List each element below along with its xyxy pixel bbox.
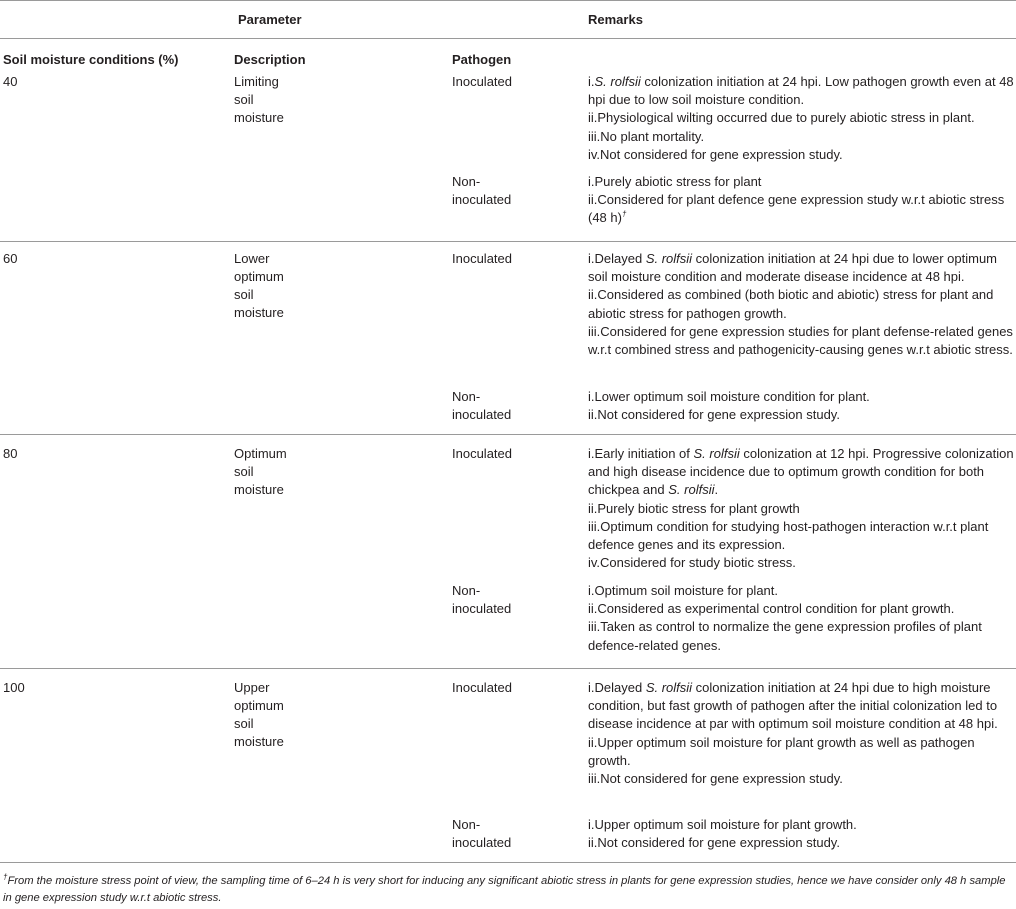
footnote-mark: †: [3, 872, 8, 882]
header-pathogen: Pathogen: [452, 52, 512, 67]
header-description: Description: [234, 52, 306, 67]
remark-text: i.Upper optimum soil moisture for plant growth.: [588, 817, 857, 832]
header-rule: [0, 38, 1016, 39]
remark-text: i.Delayed: [588, 251, 646, 266]
table-footnote: [3, 873, 1015, 907]
remark-text: i.Purely abiotic stress for plant: [588, 174, 762, 189]
header-soil-moisture: Soil moisture conditions (%): [3, 52, 179, 67]
remarks-inoculated: [588, 73, 1014, 164]
moisture-value: 100: [3, 680, 25, 695]
remark-text: ii.Not considered for gene expression study.: [588, 407, 840, 423]
remarks-inoculated: [588, 250, 1014, 359]
row-divider: [0, 668, 1016, 669]
remark-text: iii.Optimum condition for studying host-pathogen interaction w.r.t plant defence genes and its expression.: [588, 518, 989, 553]
remark-text: i.: [588, 74, 595, 89]
remark-text: colonization initiation at 24 hpi due to high moisture condition, but fast growth of pathogen after the initial colonization led to disease incidence at par with optimum soil moisture condition at 48 hpi.: [588, 680, 998, 732]
pathogen-inoculated: Inoculated: [452, 680, 512, 695]
remark-text: .: [714, 482, 719, 498]
description-value: Optimum soil moisture: [234, 446, 287, 497]
remarks-non-inoculated: [588, 388, 1014, 424]
description-value: Lower optimum soil moisture: [234, 251, 284, 320]
species-name: S. rolfsii: [668, 482, 715, 498]
pathogen-inoculated: Inoculated: [452, 446, 512, 461]
remark-text: iii.Considered for gene expression studies for plant defense-related genes w.r.t combined stress and pathogenicity-causing genes w.r.t abiotic stress.: [588, 323, 1013, 358]
pathogen-non-inoculated: Non-inoculated: [452, 389, 512, 422]
remark-text: i.Delayed: [588, 680, 646, 695]
table-bottom-rule: [0, 862, 1016, 863]
remark-text: colonization initiation at 24 hpi. Low pathogen growth even at 48 hpi due to low soil moisture condition.: [588, 74, 1014, 108]
moisture-value: 60: [3, 251, 18, 266]
remark-text: iii.No plant mortality.: [588, 128, 705, 144]
remarks-non-inoculated: [588, 816, 1014, 852]
pathogen-non-inoculated: Non-inoculated: [452, 583, 512, 616]
footnote-mark: †: [621, 210, 627, 220]
footnote-text: From the moisture stress point of view, the sampling time of 6–24 h is very short for inducing any significant abiotic stress in plants for gene expression studies, hence we have consider only 48 h sample in gene expression study w.r.t abiotic stress.: [3, 875, 1006, 904]
remark-text: iv.Not considered for gene expression study.: [588, 146, 843, 162]
remark-text: iii.Not considered for gene expression study.: [588, 771, 843, 787]
remark-text: i.Early initiation of: [588, 446, 694, 461]
header-remarks: Remarks: [588, 12, 643, 27]
remark-text: ii.Considered for plant defence gene expression study w.r.t abiotic stress (48 h): [588, 192, 1005, 226]
species-name: S. rolfsii: [594, 74, 641, 89]
pathogen-inoculated: Inoculated: [452, 74, 512, 89]
remark-text: ii.Physiological wilting occurred due to purely abiotic stress in plant.: [588, 110, 975, 126]
row-divider: [0, 241, 1016, 242]
remark-text: iv.Considered for study biotic stress.: [588, 555, 796, 571]
description-value: Limiting soil moisture: [234, 74, 284, 125]
remarks-non-inoculated: [588, 173, 1014, 228]
species-name: S. rolfsii: [645, 680, 693, 695]
remark-text: colonization initiation at 24 hpi due to lower optimum soil moisture condition and moderate disease incidence at 48 hpi.: [588, 251, 998, 285]
description-value: Upper optimum soil moisture: [234, 680, 284, 749]
table-top-rule: [0, 0, 1016, 1]
moisture-value: 80: [3, 446, 18, 461]
remarks-non-inoculated: [588, 582, 1014, 655]
remark-text: colonization at 12 hpi. Progressive colonization and high disease incidence due to optimum growth condition for both chickpea and: [588, 446, 1014, 498]
remark-text: i.Lower optimum soil moisture condition for plant.: [588, 389, 870, 404]
remarks-inoculated: [588, 679, 1014, 788]
moisture-value: 40: [3, 74, 18, 89]
pathogen-inoculated: Inoculated: [452, 251, 512, 266]
remark-text: ii.Not considered for gene expression study.: [588, 835, 840, 851]
pathogen-non-inoculated: Non-inoculated: [452, 817, 512, 850]
header-parameter: Parameter: [238, 12, 302, 27]
remark-text: ii.Considered as combined (both biotic and abiotic) stress for plant and abiotic stress for pathogen growth.: [588, 287, 994, 321]
remark-text: ii.Upper optimum soil moisture for plant growth as well as pathogen growth.: [588, 734, 975, 768]
remark-text: iii.Taken as control to normalize the gene expression profiles of plant defence-related genes.: [588, 619, 982, 653]
remark-text: ii.Considered as experimental control condition for plant growth.: [588, 601, 955, 617]
remarks-inoculated: [588, 445, 1014, 572]
species-name: S. rolfsii: [693, 446, 740, 461]
remark-text: ii.Purely biotic stress for plant growth: [588, 500, 800, 516]
pathogen-non-inoculated: Non-inoculated: [452, 174, 512, 207]
remark-text: i.Optimum soil moisture for plant.: [588, 583, 779, 598]
row-divider: [0, 434, 1016, 435]
species-name: S. rolfsii: [645, 251, 693, 266]
